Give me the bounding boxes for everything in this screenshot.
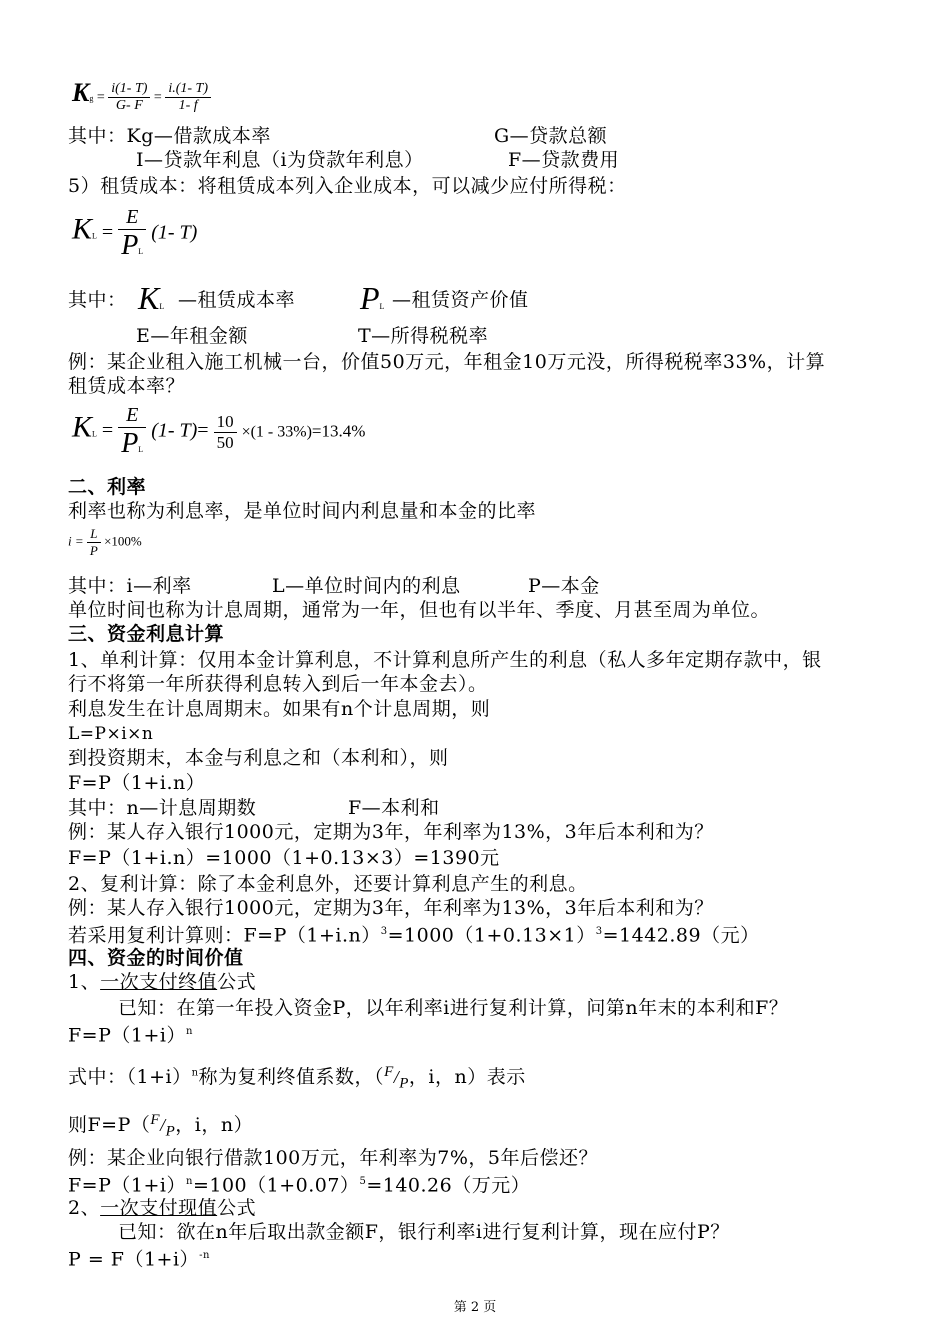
text-line: G—贷款总额 [494,125,608,147]
text-line: 例：某人存入银行1000元，定期为3年，年利率为13%，3年后本利和为？ [68,897,714,919]
symbol-pl: PL [360,280,385,316]
text-line: 其中：Kg—借款成本率 [68,125,271,147]
text-line: T—所得税税率 [358,325,489,347]
text-line: $F=P(1+i)^n$ [68,1024,193,1047]
text-line: 2、一次支付现值公式 [68,1197,257,1219]
text-line: —租赁成本率 [178,289,296,311]
text-line: 到投资期末，本金与利息之和（本利和），则 [68,747,449,769]
text-line: 单位时间也称为计息周期，通常为一年，但也有以半年、季度、月甚至周为单位。 [68,599,771,621]
text-line: 例：某企业向银行借款100万元，年利率为7%，5年后偿还？ [68,1147,598,1169]
text-line: 利息发生在计息周期末。如果有n个计息周期，则 [68,698,491,720]
formula-kg-lhs: K [72,78,90,107]
text-line: $P = F(1+i)^{-n}$ [68,1248,210,1271]
formula-kg: Kg = $\frac{i(1- T)}{G- F}$ = $\frac{i.(1- T)}{1- f}$ [72,78,211,114]
symbol-kl: KL [138,280,165,316]
text-line: 5）租赁成本：将租赁成本列入企业成本，可以减少应付所得税： [68,175,627,197]
section-heading: 三、资金利息计算 [68,623,225,645]
text-line: 例：某人存入银行1000元，定期为3年，年利率为13%，3年后本利和为？ [68,821,714,843]
formula-kg-frac1: $\frac{i(1- T)}{G- F}$ [108,81,150,114]
text-line: F—贷款费用 [508,149,620,171]
text-line: 行不将第一年所获得利息转入到后一年本金去）。 [68,673,488,695]
text-line: L—单位时间内的利息 [272,575,461,597]
formula-kl-calc: KL = $\frac{E}{PL}$ (1- T)= $\frac{10}{50}$ ×(1 - 33%)=13.4% [72,404,366,459]
text-line: 租赁成本率？ [68,375,186,397]
text-line: 已知：欲在n年后取出款金额F，银行利率i进行复利计算，现在应付P？ [118,1221,730,1243]
text-line: P—本金 [528,575,600,597]
text-line: F=P（1+i.n） [68,772,206,794]
text-line: 其中：i—利率 [68,575,192,597]
text-line: 其中：n—计息周期数 [68,797,257,819]
text-line: F—本利和 [348,797,440,819]
formula-kg-frac2: $\frac{i.(1- T)}{1- f}$ [165,81,211,114]
formula-interest: i = $\frac{L}{P}$ ×100% [68,526,142,558]
text-line: I—贷款年利息（i为贷款年利息） [136,149,424,171]
text-line: 例：某企业租入施工机械一台，价值50万元，年租金10万元没，所得税税率33%，计算 [68,351,826,373]
text-line: 已知：在第一年投入资金P，以年利率i进行复利计算，问第n年末的本利和F？ [118,997,789,1019]
text-line: 其中： [68,289,127,311]
section-heading: 二、利率 [68,476,147,498]
text-line: 1、一次支付终值公式 [68,971,257,993]
section-heading: 四、资金的时间价值 [68,947,244,969]
text-line: L=P×i×n [68,724,154,744]
formula-kl: KL = $\frac{E}{PL}$ (1- T) [72,206,198,261]
text-line: F=P（1+i.n）=1000（1+0.13×3）=1390元 [68,847,500,869]
text-line: 利率也称为利息率，是单位时间内利息量和本金的比率 [68,500,537,522]
text-line: 则$F=P(^F/_P$，i，n） [68,1112,254,1140]
text-line: E—年租金额 [136,325,248,347]
formula-kl-frac: $\frac{E}{PL}$ [118,206,146,262]
text-line: 式中：$(1+i)^n$称为复利终值系数，（$^F/_P$，i，n）表示 [68,1064,526,1092]
text-line: 2、复利计算：除了本金利息外，还要计算利息产生的利息。 [68,873,588,895]
text-line: 1、单利计算：仅用本金计算利息，不计算利息所产生的利息（私人多年定期存款中，银 [68,649,822,671]
formula-kg-sub: g [89,94,94,103]
text-line: —租赁资产价值 [392,289,529,311]
text-line: $F=P(1+i)^n=100(1+0.07)^5=140.26$（万元） [68,1174,531,1197]
text-line: 若采用复利计算则：$F=P(1+i.n)^3=1000(1+0.13\times 1)^3=1442.89$（元） [68,924,760,947]
page-footer: 第 2 页 [453,1300,497,1315]
